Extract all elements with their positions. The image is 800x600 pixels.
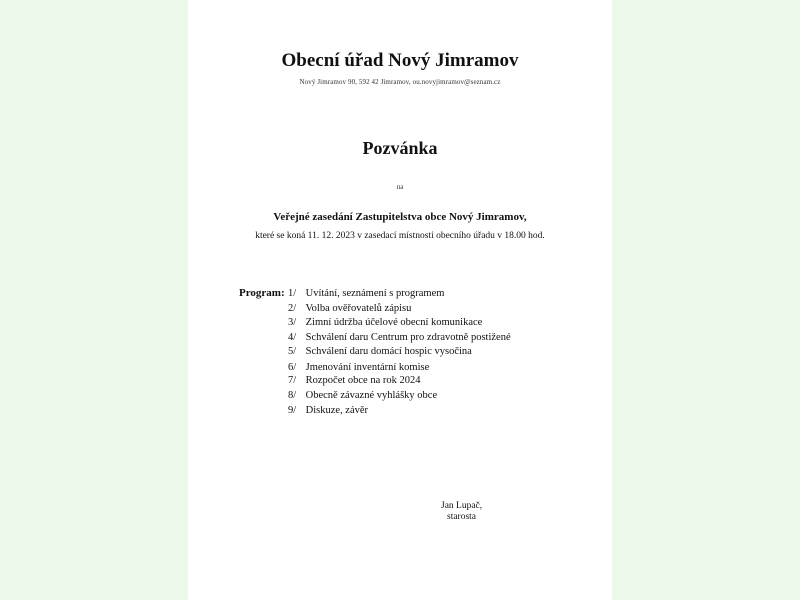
program-item-number: 9/ <box>288 405 297 416</box>
program-item-text: Schválení daru Centrum pro zdravotně postižené <box>305 332 511 343</box>
program-item-text: Diskuze, závěr <box>305 405 369 416</box>
program-item-number: 6/ <box>288 362 297 373</box>
program-item <box>288 405 368 416</box>
document-page <box>188 0 612 600</box>
program-item-number: 2/ <box>288 303 297 314</box>
program-item <box>288 390 437 401</box>
meeting-detail: které se koná 11. 12. 2023 v zasedací místnosti obecního úřadu v 18.00 hod. <box>255 231 545 241</box>
program-item-number: 8/ <box>288 390 297 401</box>
program-item-number: 5/ <box>288 346 297 357</box>
program-item <box>288 332 511 343</box>
program-label: Program: <box>239 287 285 299</box>
org-address: Nový Jimramov 90, 592 42 Jimramov, ou.novyjimramov@seznam.cz <box>299 78 501 86</box>
document-heading: Pozvánka <box>362 138 438 158</box>
program-item <box>288 362 429 373</box>
meeting-title: Veřejné zasedání Zastupitelstva obce Nový Jimramov, <box>273 211 527 223</box>
org-title: Obecní úřad Nový Jimramov <box>281 50 519 71</box>
program-item <box>288 317 482 328</box>
program-item-number: 3/ <box>288 317 297 328</box>
program-item-number: 7/ <box>288 375 297 386</box>
program-item-text: Uvítání, seznámení s programem <box>305 288 445 299</box>
signature-name: Jan Lupač, <box>441 501 483 511</box>
program-item <box>288 346 472 357</box>
program-item-text: Rozpočet obce na rok 2024 <box>305 375 421 386</box>
program-item <box>288 375 421 386</box>
program-item <box>288 303 411 314</box>
program-item-text: Zimní údržba účelové obecní komunikace <box>305 317 483 328</box>
program-item-text: Jmenování inventární komise <box>305 362 430 373</box>
program-item <box>288 288 444 299</box>
program-item-text: Schválení daru domácí hospic vysočina <box>305 346 472 357</box>
program-item-number: 1/ <box>288 288 297 299</box>
program-item-number: 4/ <box>288 332 297 343</box>
program-item-text: Volba ověřovatelů zápisu <box>305 303 412 314</box>
signature-role: starosta <box>447 512 477 522</box>
na-label: na <box>396 183 404 191</box>
program-item-text: Obecně závazné vyhlášky obce <box>305 390 438 401</box>
